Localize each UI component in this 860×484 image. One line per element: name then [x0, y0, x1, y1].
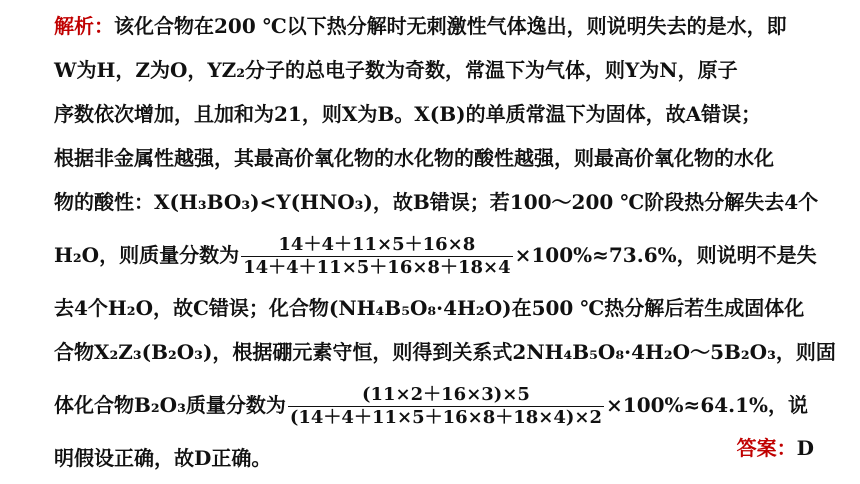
formula-1-suffix: ×100%≈73.6%，则说明不是失: [514, 243, 817, 267]
text-line-5: 物的酸性：X(H₃BO₃)<Y(HNO₃)，故B错误；若100～200 ℃阶段热分解失去4个: [54, 190, 819, 214]
answer: [737, 432, 814, 461]
text-line-10: 明假设正确，故D正确。: [54, 446, 272, 470]
answer-label: 答案：: [736, 436, 797, 460]
text-line-2: W为H，Z为O，YZ₂分子的总电子数为奇数，常温下为气体，则Y为N，原子: [54, 58, 738, 82]
formula-line-2: [54, 384, 834, 429]
text-line-1: [54, 12, 834, 40]
formula-line-1: [54, 234, 834, 279]
text-line-7: 去4个H₂O，故C错误；化合物(NH₄B₅O₈·4H₂O)在500 ℃热分解后若生成固体化: [54, 296, 805, 320]
fraction-2: [288, 384, 604, 429]
formula-1-prefix: H₂O，则质量分数为: [54, 243, 240, 267]
fraction-2-denominator: (14＋4＋11×5＋16×8＋18×4)×2: [289, 407, 603, 428]
formula-2-prefix: 体化合物B₂O₃质量分数为: [54, 393, 286, 417]
analysis-label: 解析：: [54, 14, 114, 38]
answer-value: D: [796, 436, 814, 460]
text-line-3: 序数依次增加，且加和为21，则X为B。X(B)的单质常温下为固体，故A错误；: [54, 102, 762, 126]
line-1-text: 该化合物在200 ℃以下热分解时无刺激性气体逸出，则说明失去的是水，即: [114, 14, 787, 38]
formula-2-suffix: ×100%≈64.1%，说: [606, 393, 809, 417]
text-line-4: 根据非金属性越强，其最高价氧化物的水化物的酸性越强，则最高价氧化物的水化: [54, 146, 774, 170]
fraction-1-numerator: 14＋4＋11×5＋16×8: [278, 234, 476, 255]
text-line-8: 合物X₂Z₃(B₂O₃)，根据硼元素守恒，则得到关系式2NH₄B₅O₈·4H₂O～5B₂O₃，则固: [54, 340, 836, 364]
fraction-1-denominator: 14＋4＋11×5＋16×8＋18×4: [243, 257, 511, 278]
fraction-1: [241, 234, 513, 279]
fraction-2-numerator: (11×2＋16×3)×5: [361, 384, 530, 405]
